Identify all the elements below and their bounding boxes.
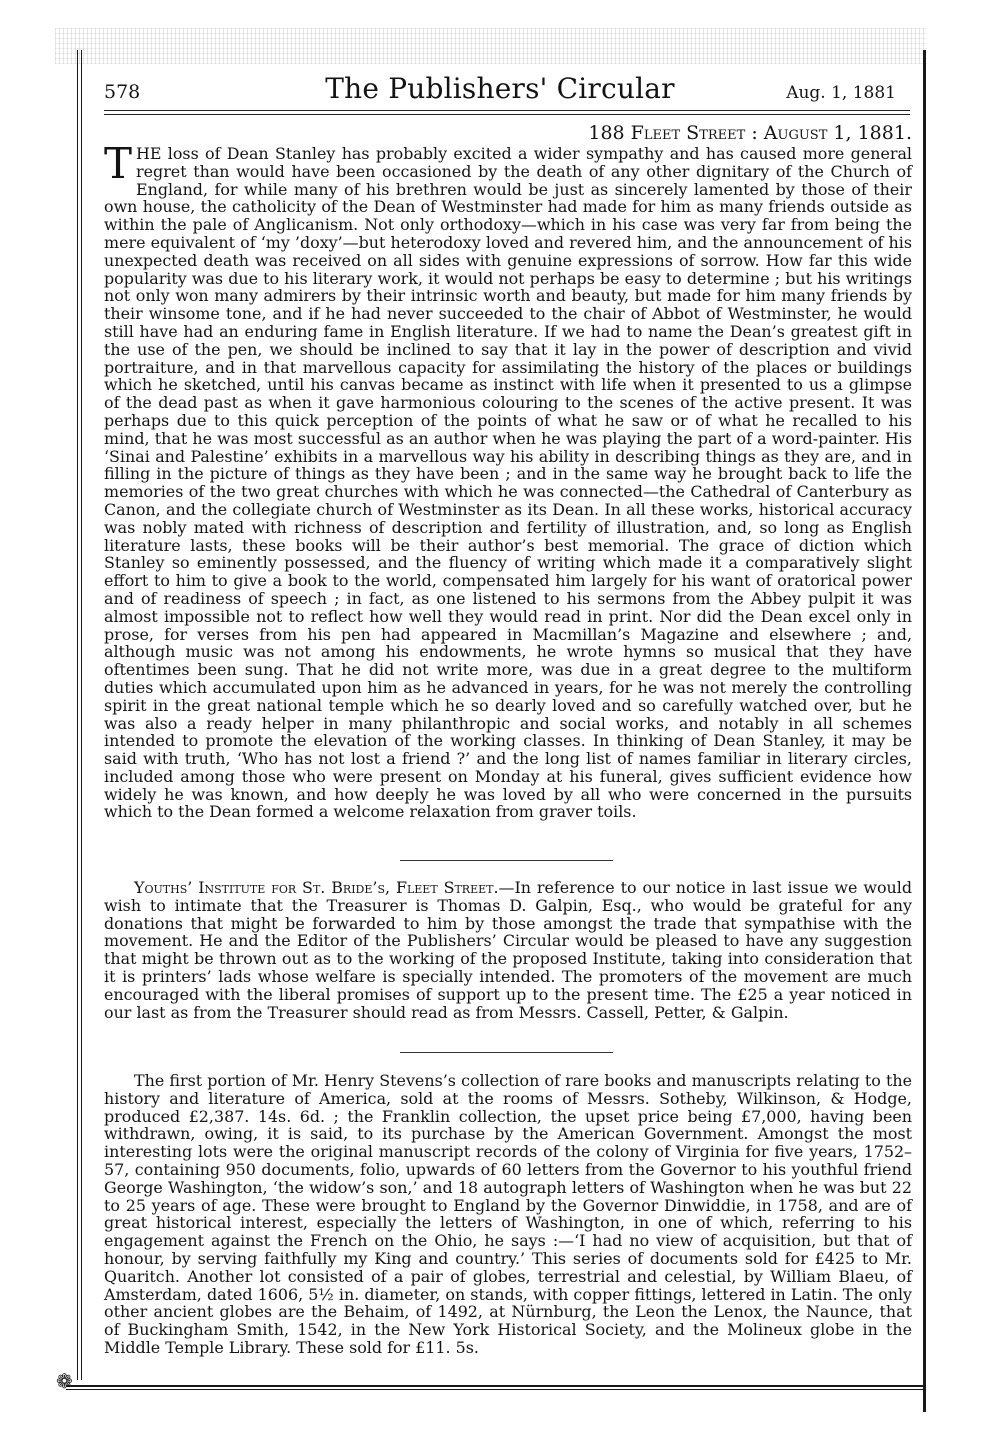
left-border-rule	[77, 50, 78, 1380]
article-text: HE loss of Dean Stanley has probably excited a wider sympathy and has caused more general regret than would have been occasioned by the death of any other dignitary of the Church of England, for while many of his brethren would be just as sincerely lamented by those of their own house, the catholicity of the Dean of Westminster had made for him as many friends outside as within the pale of Anglicanism. Not only orthodoxy—which in his case was very far from being the mere equivalent of ‘my ’doxy’—but heterodoxy loved and revered him, and the announcement of his unexpected death was received on all sides with genuine expressions of sorrow. How far this wide popularity was due to his literary work, it would not perhaps be easy to determine ; but his writings not only won many admirers by their intrinsic worth and beauty, but made for him many friends by their winsome tone, and if he had never succeeded to the chair of Abbot of Westminster, he would still have had an enduring fame in English literature. If we had to name the Dean’s greatest gift in the use of the pen, we should be inclined to say that it lay in the power of description and vivid portraiture, and in that marvellous capacity for assimilating the history of the places or buildings which he sketched, until his canvas became as instinct with life when it presented to us a glimpse of the dead past as when it gave harmonious colouring to the scenes of the active present. It was perhaps due to this quick perception of the points of what he saw or of what he recalled to his mind, that he was most successful as an author when he was playing the part of a word-painter. His ‘Sinai and Palestine’ exhibits in a marvellous way his ability in describing things as they are, and in filling in the picture of things as they have been ; and in the same way he brought back to life the memories of the two great churches with which he was connected—the Cathedral of Canterbury as Canon, and the collegiate church of Westminster as its Dean. In all these works, historical accuracy was nobly mated with richness of description and fertility of illustration, and, so long as English literature lasts, these books will be their author’s best memorial. The grace of diction which Stanley so eminently possessed, and the fluency of writing which made it a comparatively slight effort to him to give a book to the world, compensated him largely for his want of oratorical power and of readiness of speech ; in fact, as one listened to his sermons from the Abbey pulpit it was almost impossible not to reflect how well they would read in print. Nor did the Dean excel only in prose, for verses from his pen had appeared in Macmillan’s Magazine and elsewhere ; and, although music was not among his endowments, he wrote hymns so musical that they have oftentimes been sung. That he did not write more, was due in a great degree to the multiform duties which accumulated upon him as he advanced in years, for he was not merely the controlling spirit in the great national temple which he so dearly loved and so carefully watched over, but he was also a ready helper in many philanthropic and social works, and notably in all schemes intended to promote the elevation of the working classes. In thinking of Dean Stanley, it may be said with truth, ‘Who has not lost a friend ?’ and the long list of names familiar in literary circles, included among those who were present on Monday at his funeral, gives sufficient evidence how widely he was known, and how deeply he was loved by all who were concerned in the pursuits which to the Dean formed a welcome relaxation from graver toils.	[104, 144, 912, 822]
printer-ornament-icon: ❁	[56, 1369, 73, 1393]
journal-page	[86, 52, 918, 1384]
left-border-rule-inner	[81, 50, 82, 1380]
article-text: —In reference to our notice in last issue we would wish to intimate that the Treasurer is Thomas D. Galpin, Esq., who would be grateful for any donations that might be forwarded to him by those amongst the trade that sympathise with the movement. He and the Editor of the Publishers’ Circular would be pleased to have any suggestion that might be thrown out as to the working of the proposed Institute, taking into consideration that it is printers’ lads whose welfare is specially intended. The promoters of the movement are much encouraged with the liberal promises of support up to the present time. The £25 a year noticed in our last as from the Treasurer should read as from Messrs. Cassell, Petter, & Galpin.	[104, 878, 913, 1022]
article-henry-stevens-sale	[104, 1072, 912, 1357]
drop-cap: T	[104, 139, 133, 188]
dateline: 188 Fleet Street : August 1, 1881.	[588, 122, 912, 144]
article-heading: Youths’ Institute for St. Bride’s, Fleet Street.	[134, 878, 499, 897]
right-border-rule	[923, 50, 926, 1412]
header-rule-secondary	[104, 114, 910, 115]
article-dean-stanley	[104, 139, 912, 822]
article-text: The first portion of Mr. Henry Stevens’s collection of rare books and manuscripts relating to the history and literature of America, sold at the rooms of Messrs. Sotheby, Wilkinson, & Hodge, produced £2,387. 14s. 6d. ; the Franklin collection, the upset price being £7,000, having been withdrawn, owing, it is said, to its purchase by the American Government. Amongst the most interesting lots were the original manuscript records of the colony of Virginia for five years, 1752–57, containing 950 documents, folio, upwards of 60 letters from the Governor to his youthful friend George Washington, ‘the widow’s son,’ and 18 autograph letters of Washington when he was but 22 to 25 years of age. These were brought to England by the Governor Dinwiddie, in 1758, and are of great historical interest, especially the letters of Washington, in one of which, referring to his engagement against the French on the Ohio, he says :—‘I had no view of acquisition, but that of honour, by serving faithfully my King and country.’ This series of documents sold for £425 to Mr. Quaritch. Another lot consisted of a pair of globes, terrestrial and celestial, by William Blaeu, of Amsterdam, dated 1606, 5½ in. diameter, on stands, with copper fittings, lettered in Latin. The only other ancient globes are the Behaim, of 1492, at Nürnburg, the Leon the Lenox, the Naunce, that of Buckingham Smith, 1542, in the New York Historical Society, and the Molineux globe in the Middle Temple Library. These sold for £11. 5s.	[104, 1071, 912, 1357]
journal-title: The Publishers' Circular	[325, 72, 675, 105]
page-number: 578	[104, 81, 141, 103]
bottom-border-rule	[66, 1385, 924, 1387]
issue-date: Aug. 1, 1881	[786, 83, 896, 103]
section-divider	[400, 860, 613, 861]
section-divider-secondary	[400, 1052, 613, 1053]
bottom-border-rule-inner	[66, 1389, 924, 1390]
running-head	[104, 72, 896, 105]
article-youths-institute	[104, 879, 912, 1021]
article-paragraph	[104, 879, 912, 1021]
header-rule	[104, 110, 910, 111]
